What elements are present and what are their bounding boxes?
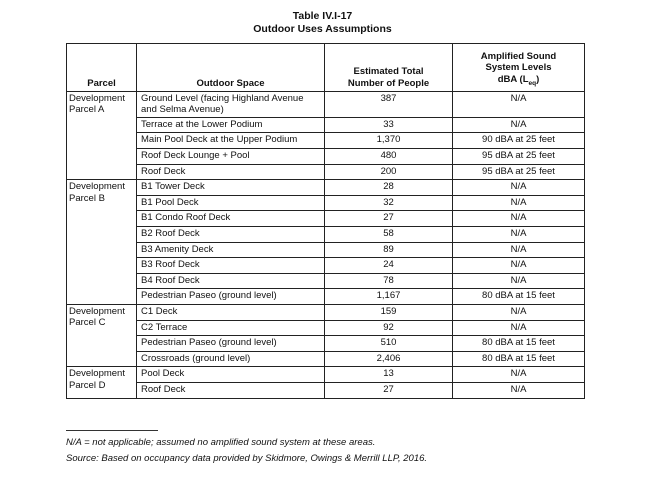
header-number-of-people: [325, 44, 453, 92]
table-row: [67, 149, 585, 165]
table-row: [67, 117, 585, 133]
header-sound-line1: Amplified Sound: [480, 50, 557, 62]
sound-level-cell: N/A: [453, 92, 585, 118]
outdoor-space-cell: Roof Deck: [137, 164, 325, 180]
outdoor-space-cell: Pool Deck: [137, 367, 325, 383]
outdoor-space-cell: B4 Roof Deck: [137, 273, 325, 289]
people-count-cell: 78: [325, 273, 453, 289]
table-row: [67, 289, 585, 305]
people-count-cell: 58: [325, 226, 453, 242]
people-count-cell: 33: [325, 117, 453, 133]
people-count-cell: 387: [325, 92, 453, 118]
header-outdoor-space: Outdoor Space: [137, 44, 325, 92]
people-count-cell: 1,370: [325, 133, 453, 149]
outdoor-space-cell: Pedestrian Paseo (ground level): [137, 336, 325, 352]
people-count-cell: 510: [325, 336, 453, 352]
outdoor-space-cell: Crossroads (ground level): [137, 351, 325, 367]
sound-level-cell: 95 dBA at 25 feet: [453, 149, 585, 165]
sound-level-cell: N/A: [453, 226, 585, 242]
outdoor-space-cell: Main Pool Deck at the Upper Podium: [137, 133, 325, 149]
outdoor-space-cell: Roof Deck: [137, 382, 325, 398]
parcel-cell: Development Parcel C: [67, 304, 137, 366]
sound-level-cell: N/A: [453, 117, 585, 133]
outdoor-space-cell: B2 Roof Deck: [137, 226, 325, 242]
header-sound-levels: [453, 44, 585, 92]
table-row: [67, 133, 585, 149]
people-count-cell: 159: [325, 304, 453, 320]
parcel-cell: Development Parcel A: [67, 92, 137, 180]
header-sound-line2: System Levels: [485, 62, 552, 74]
parcel-cell: Development Parcel D: [67, 367, 137, 398]
sound-level-cell: 90 dBA at 25 feet: [453, 133, 585, 149]
outdoor-space-cell: C1 Deck: [137, 304, 325, 320]
outdoor-space-cell: B1 Condo Roof Deck: [137, 211, 325, 227]
table-row: [67, 211, 585, 227]
header-people-line1: Estimated Total: [353, 66, 424, 78]
sound-level-cell: 80 dBA at 15 feet: [453, 289, 585, 305]
parcel-cell: Development Parcel B: [67, 180, 137, 305]
sound-level-cell: N/A: [453, 180, 585, 196]
header-sound-line3-sub: eq: [528, 79, 537, 87]
table-title: Outdoor Uses Assumptions: [253, 23, 392, 35]
table-row: [67, 180, 585, 196]
outdoor-space-cell: B1 Pool Deck: [137, 195, 325, 211]
footnote-source: Source: Based on occupancy data provided by Skidmore, Owings & Merrill LLP, 2016.: [66, 453, 428, 464]
outdoor-space-cell: B3 Roof Deck: [137, 258, 325, 274]
sound-level-cell: N/A: [453, 258, 585, 274]
people-count-cell: 89: [325, 242, 453, 258]
people-count-cell: 13: [325, 367, 453, 383]
outdoor-space-cell: Terrace at the Lower Podium: [137, 117, 325, 133]
outdoor-uses-table: [66, 43, 585, 399]
people-count-cell: 92: [325, 320, 453, 336]
sound-level-cell: N/A: [453, 273, 585, 289]
table-row: [67, 336, 585, 352]
table-row: [67, 258, 585, 274]
sound-level-cell: 80 dBA at 15 feet: [453, 351, 585, 367]
table-body: [67, 92, 585, 399]
sound-level-cell: N/A: [453, 195, 585, 211]
outdoor-space-cell: C2 Terrace: [137, 320, 325, 336]
outdoor-space-cell: Ground Level (facing Highland Avenue and Selma Avenue): [137, 92, 325, 118]
sound-level-cell: N/A: [453, 367, 585, 383]
header-sound-line3-prefix: dBA (L: [497, 73, 529, 85]
table-row: [67, 367, 585, 383]
people-count-cell: 27: [325, 211, 453, 227]
people-count-cell: 480: [325, 149, 453, 165]
people-count-cell: 27: [325, 382, 453, 398]
table-row: [67, 382, 585, 398]
outdoor-space-cell: Roof Deck Lounge + Pool: [137, 149, 325, 165]
people-count-cell: 2,406: [325, 351, 453, 367]
sound-level-cell: N/A: [453, 211, 585, 227]
sound-level-cell: N/A: [453, 382, 585, 398]
sound-level-cell: N/A: [453, 320, 585, 336]
sound-level-cell: N/A: [453, 242, 585, 258]
table-row: [67, 226, 585, 242]
outdoor-space-cell: Pedestrian Paseo (ground level): [137, 289, 325, 305]
people-count-cell: 24: [325, 258, 453, 274]
sound-level-cell: 95 dBA at 25 feet: [453, 164, 585, 180]
table-row: [67, 195, 585, 211]
sound-level-cell: 80 dBA at 15 feet: [453, 336, 585, 352]
footnote-na: N/A = not applicable; assumed no amplified sound system at these areas.: [66, 437, 376, 448]
sound-level-cell: N/A: [453, 304, 585, 320]
table-row: [67, 320, 585, 336]
outdoor-space-cell: B1 Tower Deck: [137, 180, 325, 196]
table-row: [67, 304, 585, 320]
table-row: [67, 92, 585, 118]
table-row: [67, 351, 585, 367]
table-number: Table IV.I-17: [292, 10, 353, 22]
table-row: [67, 273, 585, 289]
people-count-cell: 1,167: [325, 289, 453, 305]
footnote-divider: [66, 430, 158, 431]
header-sound-line3-suffix: ): [536, 73, 540, 85]
header-row: [67, 44, 585, 92]
outdoor-space-cell: B3 Amenity Deck: [137, 242, 325, 258]
header-parcel: Parcel: [67, 44, 137, 92]
header-people-line2: Number of People: [347, 77, 430, 89]
people-count-cell: 32: [325, 195, 453, 211]
table-row: [67, 164, 585, 180]
people-count-cell: 200: [325, 164, 453, 180]
people-count-cell: 28: [325, 180, 453, 196]
table-row: [67, 242, 585, 258]
